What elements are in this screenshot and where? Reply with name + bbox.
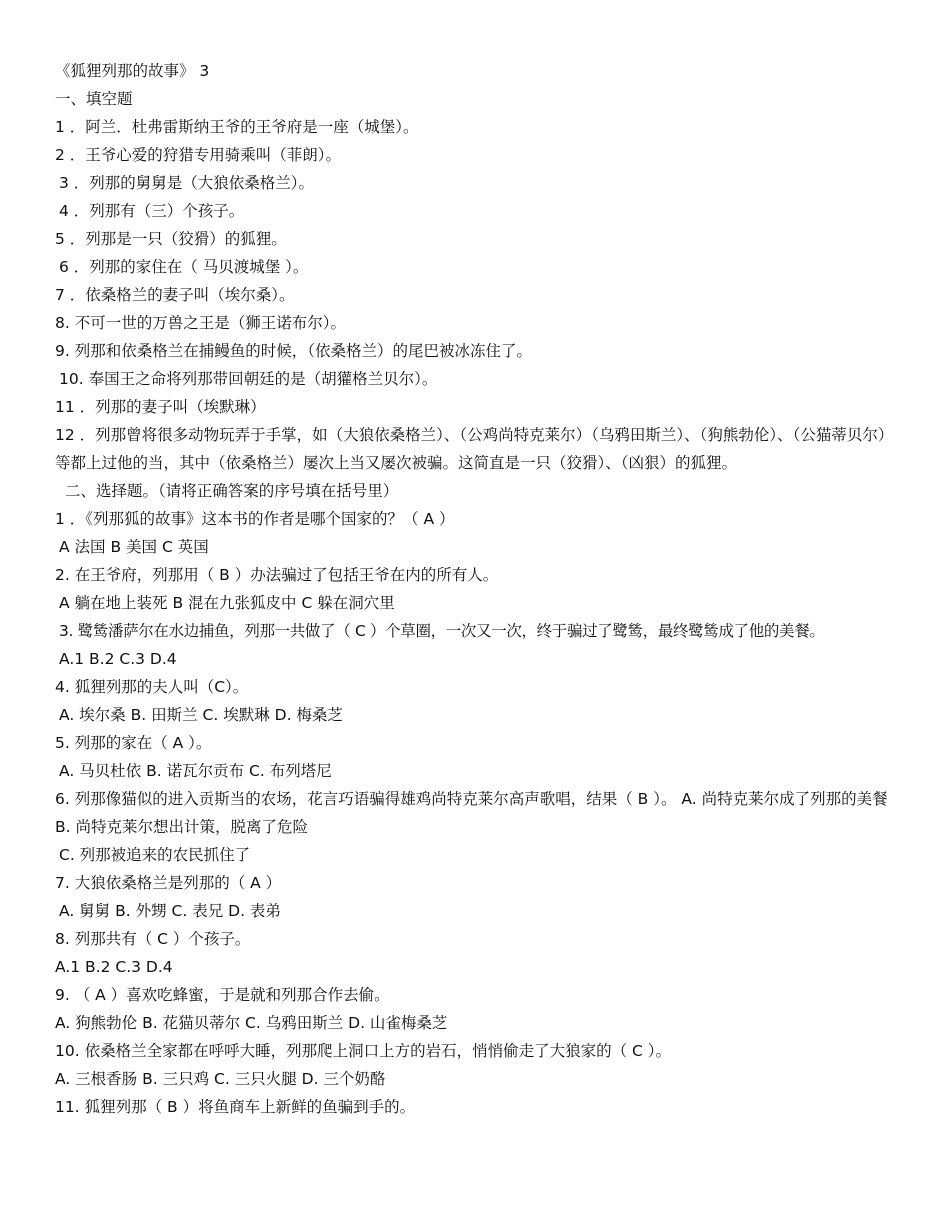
choice-options: A. 埃尔桑 B. 田斯兰 C. 埃默琳 D. 梅桑芝 (59, 706, 343, 724)
fill-in-item: 2 ．王爷心爱的狩猎专用骑乘叫（菲朗）。 (55, 146, 342, 164)
section-heading-fill-in: 一、填空题 (55, 90, 133, 108)
fill-in-item: 4 ．列那有（三）个孩子。 (59, 202, 245, 220)
fill-in-item: 5 ．列那是一只（狡猾）的狐狸。 (55, 230, 287, 248)
choice-options: A. 舅舅 B. 外甥 C. 表兄 D. 表弟 (59, 902, 281, 920)
section-heading-choice: 二、选择题。（请将正确答案的序号填在括号里） (65, 482, 399, 500)
choice-question: 10. 依桑格兰全家都在呼呼大睡，列那爬上洞口上方的岩石，悄悄偷走了大狼家的（ C ）。 (55, 1042, 672, 1060)
choice-question: 3. 鹭鸶潘萨尔在水边捕鱼，列那一共做了（ C ）个草圈，一次又一次，终于骗过了鹭鸶，最终鹭鸶成了他的美餐。 (59, 622, 825, 640)
fill-in-item: 10. 奉国王之命将列那带回朝廷的是（胡獾格兰贝尔）。 (59, 370, 438, 388)
choice-question: 1 ．《列那狐的故事》这本书的作者是哪个国家的？（ A ） (55, 510, 455, 528)
choice-question: 11. 狐狸列那（ B ）将鱼商车上新鲜的鱼骗到手的。 (55, 1098, 416, 1116)
choice-question: 9. （ A ）喜欢吃蜂蜜，于是就和列那合作去偷。 (55, 986, 390, 1004)
fill-in-item: 7 ．依桑格兰的妻子叫（埃尔桑）。 (55, 286, 295, 304)
choice-question: 7. 大狼依桑格兰是列那的（ A ） (55, 874, 282, 892)
document-title: 《狐狸列那的故事》 3 (55, 62, 210, 80)
choice-options: C. 列那被追来的农民抓住了 (59, 846, 251, 864)
choice-question: 8. 列那共有（ C ）个孩子。 (55, 930, 251, 948)
choice-options: A. 三根香肠 B. 三只鸡 C. 三只火腿 D. 三个奶酪 (55, 1070, 386, 1088)
choice-options: A.1 B.2 C.3 D.4 (55, 958, 173, 976)
choice-options: A.1 B.2 C.3 D.4 (59, 650, 177, 668)
fill-in-item: 11 ．列那的妻子叫（埃默琳） (55, 398, 266, 416)
fill-in-item: 1 ．阿兰．杜弗雷斯纳王爷的王爷府是一座（城堡）。 (55, 118, 419, 136)
choice-options: A 躺在地上装死 B 混在九张狐皮中 C 躲在洞穴里 (59, 594, 395, 612)
choice-question: 5. 列那的家在（ A ）。 (55, 734, 212, 752)
fill-in-item: 6 ．列那的家住在（ 马贝渡城堡 ）。 (59, 258, 309, 276)
fill-in-item: 8. 不可一世的万兽之王是（狮王诺布尔）。 (55, 314, 346, 332)
fill-in-item: 12 ．列那曾将很多动物玩弄于手掌，如（大狼依桑格兰）、（公鸡尚特克莱尔）（乌鸦田斯兰）、（狗熊勃伦）、（公猫蒂贝尔）等都上过他的当，其中（依桑格兰）屡次上当又屡次被骗。这简直是一只（狡猾）、（凶狠）的狐狸。 (55, 426, 894, 472)
choice-question: 6. 列那像猫似的进入贡斯当的农场，花言巧语骗得雄鸡尚特克莱尔高声歌唱，结果（ B ）。 A. 尚特克莱尔成了列那的美餐 B. 尚特克莱尔想出计策，脱离了危险 (55, 790, 888, 836)
choice-options: A. 狗熊勃伦 B. 花猫贝蒂尔 C. 乌鸦田斯兰 D. 山雀梅桑芝 (55, 1014, 448, 1032)
choice-question: 4. 狐狸列那的夫人叫（C）。 (55, 678, 249, 696)
choice-options: A. 马贝杜依 B. 诺瓦尔贡布 C. 布列塔尼 (59, 762, 332, 780)
fill-in-item: 9. 列那和依桑格兰在捕鳗鱼的时候，（依桑格兰）的尾巴被冰冻住了。 (55, 342, 532, 360)
choice-options: A 法国 B 美国 C 英国 (59, 538, 209, 556)
fill-in-item: 3 ．列那的舅舅是（大狼依桑格兰）。 (59, 174, 315, 192)
choice-question: 2. 在王爷府，列那用（ B ）办法骗过了包括王爷在内的所有人。 (55, 566, 499, 584)
